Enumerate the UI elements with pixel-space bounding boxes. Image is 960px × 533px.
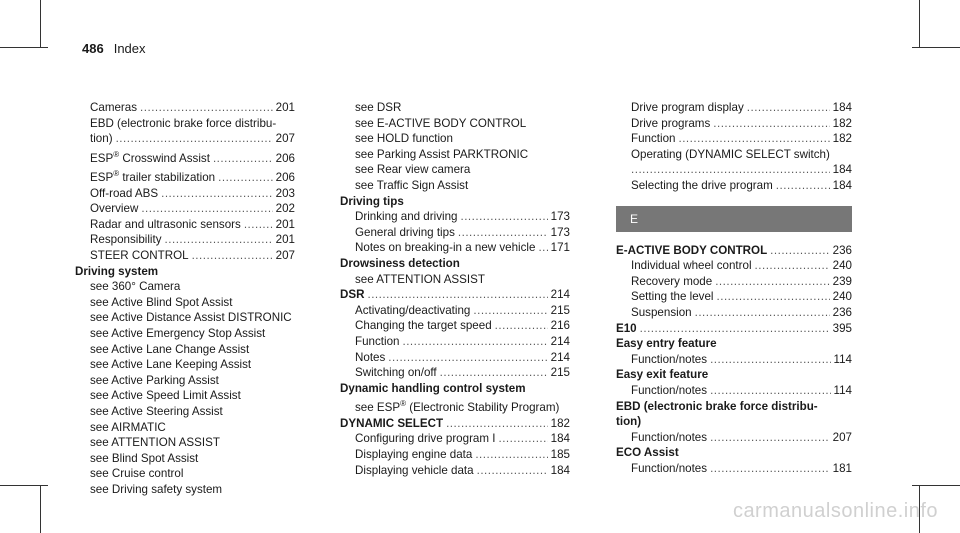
page-number: 486 [82, 41, 104, 56]
page-ref[interactable]: 202 [275, 202, 295, 216]
see-reference[interactable]: see Active Parking Assist [90, 373, 219, 387]
index-entry[interactable]: Off-road ABS ..... 203 [75, 186, 295, 202]
see-reference[interactable]: see Cruise control [90, 467, 184, 481]
index-entry[interactable]: Activating/deactivating ..... 215 [340, 303, 570, 319]
index-entry[interactable]: tion) ..... 207 [75, 131, 295, 147]
crop-mark [0, 485, 48, 486]
page-ref[interactable]: 184 [832, 101, 852, 114]
index-entry[interactable]: Changing the target speed ..... 216 [340, 318, 570, 334]
index-entry[interactable]: Displaying vehicle data ..... 184 [340, 463, 570, 479]
index-heading: tion) [616, 415, 642, 429]
index-entry[interactable]: Overview ..... 202 [75, 201, 295, 217]
page-ref[interactable]: 201 [275, 217, 295, 231]
page-ref[interactable]: 184 [832, 178, 852, 192]
index-column-1 [75, 100, 295, 498]
page-ref[interactable]: 214 [550, 334, 570, 348]
index-entry[interactable]: Configuring drive program I ..... 184 [340, 431, 570, 447]
index-entry[interactable] [616, 162, 852, 178]
see-reference[interactable]: see Active Distance Assist DISTRONIC [90, 311, 292, 325]
index-entry[interactable]: ESP® trailer stabilization ..... 206 [75, 166, 295, 185]
page-ref[interactable]: 239 [832, 274, 852, 288]
see-reference[interactable]: see ATTENTION ASSIST [355, 272, 485, 286]
page-ref[interactable]: 216 [550, 319, 570, 333]
page-ref[interactable]: 214 [550, 350, 570, 364]
index-entry-text: EBD (electronic brake force distribu- [90, 116, 277, 130]
page-ref[interactable]: 182 [832, 132, 852, 146]
index-heading-entry[interactable]: DYNAMIC SELECT ..... 182 [340, 416, 570, 432]
page-header [82, 41, 146, 56]
index-heading-entry[interactable]: E10 ..... 395 [616, 321, 852, 337]
page-ref[interactable]: 173 [550, 210, 570, 224]
see-reference[interactable]: see Blind Spot Assist [90, 451, 199, 465]
page-ref[interactable]: 182 [832, 116, 852, 130]
page-ref[interactable]: 215 [550, 303, 570, 317]
crop-mark [40, 485, 41, 533]
page-ref[interactable]: 236 [832, 243, 852, 257]
index-heading: Driving tips [340, 194, 404, 208]
index-column-3 [616, 100, 852, 476]
index-entry[interactable]: Responsibility ..... 201 [75, 232, 295, 248]
index-entry[interactable]: Displaying engine data ..... 185 [340, 447, 570, 463]
index-entry[interactable]: Cameras ..... 201 [75, 100, 295, 116]
crop-mark [912, 47, 960, 48]
see-reference[interactable]: see Parking Assist PARKTRONIC [355, 147, 529, 161]
index-entry[interactable]: Function/notes ..... 181 [616, 461, 852, 477]
page-ref[interactable]: 207 [275, 249, 295, 263]
page-ref[interactable]: 215 [550, 366, 570, 380]
index-entry[interactable]: General driving tips ..... 173 [340, 225, 570, 241]
page-ref[interactable]: 240 [832, 259, 852, 273]
index-entry[interactable]: Switching on/off ..... 215 [340, 365, 570, 381]
see-reference[interactable]: see Active Blind Spot Assist [90, 295, 233, 309]
page-title: Index [113, 41, 146, 56]
page-ref[interactable]: 395 [832, 321, 852, 335]
index-entry[interactable]: Radar and ultrasonic sensors ..... 201 [75, 217, 295, 233]
see-reference[interactable]: see ATTENTION ASSIST [90, 436, 220, 450]
index-heading: Dynamic handling control system [340, 381, 526, 395]
see-reference[interactable]: see Driving safety system [90, 482, 223, 496]
see-reference[interactable]: see Rear view camera [355, 163, 471, 177]
page-ref[interactable]: 184 [550, 432, 570, 446]
see-reference[interactable]: see Traffic Sign Assist [355, 178, 469, 192]
page-ref[interactable]: 207 [832, 430, 852, 444]
index-entry[interactable]: Individual wheel control ..... 240 [616, 258, 852, 274]
see-reference[interactable]: see E-ACTIVE BODY CONTROL [355, 116, 527, 130]
see-reference[interactable]: see Active Lane Change Assist [90, 342, 250, 356]
index-entry[interactable]: Notes on breaking-in a new vehicle ..... 171 [340, 240, 570, 256]
index-entry[interactable]: Function ..... 182 [616, 131, 852, 147]
see-reference[interactable]: see Active Speed Limit Assist [90, 389, 241, 403]
index-entry[interactable]: Suspension ..... 236 [616, 305, 852, 321]
see-reference[interactable]: see ESP® (Electronic Stability Program) [355, 399, 560, 415]
index-entry-text: Operating (DYNAMIC SELECT switch) [631, 147, 830, 161]
page-ref[interactable]: 182 [550, 416, 570, 430]
see-reference[interactable]: see Active Lane Keeping Assist [90, 358, 252, 372]
see-reference[interactable]: see 360° Camera [90, 280, 181, 294]
see-reference[interactable]: see HOLD function [355, 132, 453, 146]
index-column-2 [340, 100, 570, 478]
index-entry[interactable]: Recovery mode ..... 239 [616, 274, 852, 290]
section-letter-bar: E [616, 206, 852, 232]
index-entry[interactable]: Notes ..... 214 [340, 350, 570, 366]
crop-mark [919, 0, 920, 48]
page-ref[interactable]: 184 [550, 463, 570, 477]
page-ref[interactable]: 206 [275, 171, 295, 185]
index-heading: Driving system [75, 264, 159, 278]
page-ref[interactable]: 181 [832, 461, 852, 475]
index-entry[interactable]: Drinking and driving ..... 173 [340, 209, 570, 225]
index-entry[interactable]: ESP® Crosswind Assist ..... 206 [75, 147, 295, 166]
see-reference[interactable]: see DSR [355, 101, 402, 114]
index-entry[interactable]: Drive programs ..... 182 [616, 116, 852, 132]
index-entry[interactable]: Function/notes ..... 114 [616, 383, 852, 399]
index-heading: EBD (electronic brake force distribu- [616, 399, 818, 413]
page-ref[interactable]: 173 [550, 225, 570, 239]
index-entry[interactable]: Drive program display ..... 184 [616, 100, 852, 116]
index-heading-entry[interactable]: E-ACTIVE BODY CONTROL ..... 236 [616, 243, 852, 259]
page-ref[interactable]: 236 [832, 305, 852, 319]
page-ref[interactable]: 240 [832, 290, 852, 304]
crop-mark [40, 0, 41, 48]
index-entry[interactable]: Function/notes ..... 114 [616, 352, 852, 368]
page-ref[interactable]: 206 [275, 151, 295, 165]
page-ref[interactable]: 203 [275, 186, 295, 200]
page-ref[interactable]: 171 [550, 241, 570, 255]
see-reference[interactable]: see Active Steering Assist [90, 405, 223, 418]
see-reference[interactable]: see Active Emergency Stop Assist [90, 327, 266, 341]
page-ref[interactable]: 201 [275, 101, 295, 114]
page-ref[interactable]: 114 [833, 352, 852, 366]
index-heading: Drowsiness detection [340, 256, 460, 270]
see-reference[interactable]: see AIRMATIC [90, 420, 166, 434]
index-entry[interactable]: Setting the level ..... 240 [616, 289, 852, 305]
index-heading: Easy entry feature [616, 337, 717, 351]
crop-mark [0, 47, 48, 48]
page-ref[interactable]: 184 [832, 163, 852, 177]
index-heading: Easy exit feature [616, 368, 709, 382]
index-heading: ECO Assist [616, 446, 679, 460]
index-entry[interactable]: Function ..... 214 [340, 334, 570, 350]
page-ref[interactable]: 185 [550, 447, 570, 461]
index-heading-entry[interactable]: DSR ..... 214 [340, 287, 570, 303]
index-entry[interactable]: Selecting the drive program ..... 184 [616, 178, 852, 194]
page-ref[interactable]: 214 [550, 288, 570, 302]
crop-mark [912, 485, 960, 486]
page-ref[interactable]: 114 [833, 383, 852, 397]
watermark: carmanualsonline.info [732, 500, 938, 522]
page-ref[interactable]: 207 [275, 132, 295, 146]
index-entry[interactable]: Function/notes ..... 207 [616, 430, 852, 446]
page-ref[interactable]: 201 [275, 233, 295, 247]
index-entry[interactable]: STEER CONTROL ..... 207 [75, 248, 295, 264]
